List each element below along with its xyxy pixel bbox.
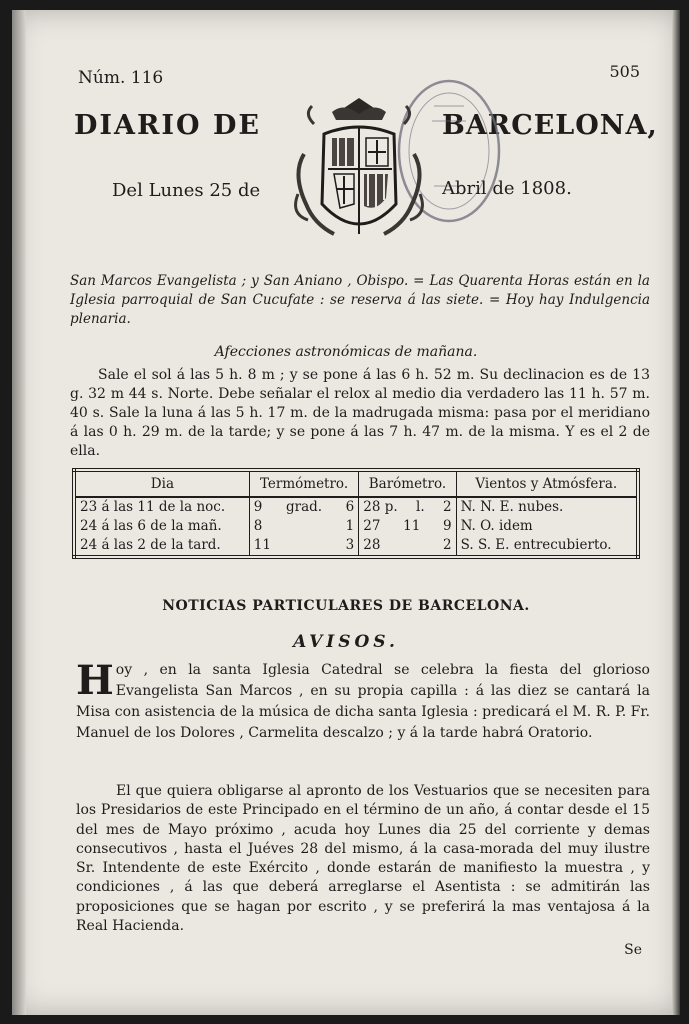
cell-dia: 24 á las 2 de la tard.	[74, 536, 249, 557]
book-spine	[12, 10, 26, 1015]
cell-baro	[359, 517, 456, 536]
date-left: Del Lunes 25 de	[112, 180, 261, 201]
cell-viento: S. S. E. entrecubierto.	[460, 537, 612, 553]
temp-fraction: 3	[345, 537, 355, 553]
avisos-heading: AVISOS.	[293, 632, 399, 652]
saints-of-the-day: San Marcos Evangelista ; y San Aniano , Obispo. = Las Quarenta Horas están en la Iglesia parroquial de San Cucufate : se reserva á las siete. = Hoy hay Indulgencia plenaria.	[70, 273, 650, 327]
astronomy-heading: Afecciones astronómicas de mañana.	[214, 344, 478, 360]
cell-dia: 23 á las 11 de la noc.	[74, 497, 249, 517]
masthead-title-left: DIARIO DE	[74, 110, 261, 141]
coat-of-arms-icon	[284, 94, 434, 254]
cell-viento: N. O. idem	[460, 518, 533, 534]
baro-fraction: 2	[443, 499, 452, 515]
cell-temp	[249, 517, 358, 536]
table-row	[74, 497, 638, 517]
baro-value: 28	[363, 537, 381, 553]
table-row	[74, 517, 638, 536]
temp-value: 9	[253, 499, 263, 515]
baro-value: 27	[363, 518, 381, 534]
baro-unit: 11	[403, 518, 421, 534]
page-number: 505	[609, 62, 640, 81]
temp-fraction: 6	[345, 499, 355, 515]
issue-number: Núm. 116	[78, 68, 164, 88]
baro-unit: l.	[416, 499, 425, 515]
weather-table	[72, 468, 640, 559]
temp-value: 11	[253, 537, 271, 553]
baro-fraction: 2	[442, 537, 452, 553]
date-right: Abril de 1808.	[442, 178, 572, 199]
cell-baro	[359, 497, 456, 517]
page-edge	[672, 10, 680, 1015]
cell-temp	[249, 497, 358, 517]
paragraph-festival	[76, 657, 650, 744]
newspaper-page	[12, 10, 680, 1015]
temp-unit: grad.	[285, 499, 323, 515]
catchword: Se	[624, 942, 642, 958]
drop-cap: H	[76, 657, 114, 704]
baro-value: 28 p.	[363, 499, 398, 515]
cell-dia: 24 á las 6 de la mañ.	[74, 517, 249, 536]
column-header-dia: Dia	[74, 470, 249, 497]
noticias-heading: NOTICIAS PARTICULARES DE BARCELONA.	[162, 598, 530, 614]
baro-fraction: 9	[442, 518, 452, 534]
cell-baro	[359, 536, 456, 557]
masthead-title-right: BARCELONA,	[442, 110, 658, 141]
astronomy-text: Sale el sol á las 5 h. 8 m ; y se pone á las 6 h. 52 m. Su declinacion es de 13 g. 32 m 44 s. Norte. Debe señalar el relox al medio dia verdadero las 11 h. 57 m. 40 s. Sale la luna á las 5 h. 17 m. de la madrugada misma: pasa por el meridiano á las 0 h. 29 m. de la tarde; y se pone á las 7 h. 47 m. de la misma. Y es el 2 de ella.	[70, 367, 650, 459]
paragraph-festival-text: oy , en la santa Iglesia Catedral se celebra la fiesta del glorioso Evangelista San Marcos , en su propia capilla : á las diez se cantará la Misa con asistencia de la música de dicha santa Iglesia : predicará el M. R. P. Fr. Manuel de los Dolores , Carmelita descalzo ; y á la tarde habrá Oratorio.	[76, 662, 650, 741]
temp-fraction: 1	[345, 518, 355, 534]
temp-value: 8	[253, 518, 263, 534]
column-header-barometro: Barómetro.	[359, 470, 456, 497]
paragraph-vestuarios: El que quiera obligarse al apronto de los Vestuarios que se necesiten para los Presidarios de este Principado en el término de un año, á contar desde el 15 del mes de Mayo próximo , acuda hoy Lunes dia 25 del corriente y demas consecutivos , hasta el Juéves 28 del mismo, á la casa-morada del muy ilustre Sr. Intendente de este Exército , donde estarán de manifiesto la muestra , y condiciones , á las que deberá arreglarse el Asentista : se admitirán las proposiciones que se hagan por escrito , y se preferirá la mas ventajosa á la Real Hacienda.	[76, 783, 650, 935]
column-header-termometro: Termómetro.	[249, 470, 358, 497]
cell-temp	[249, 536, 358, 557]
table-row	[74, 536, 638, 557]
column-header-vientos: Vientos y Atmósfera.	[456, 470, 638, 497]
cell-viento: N. N. E. nubes.	[460, 499, 564, 515]
